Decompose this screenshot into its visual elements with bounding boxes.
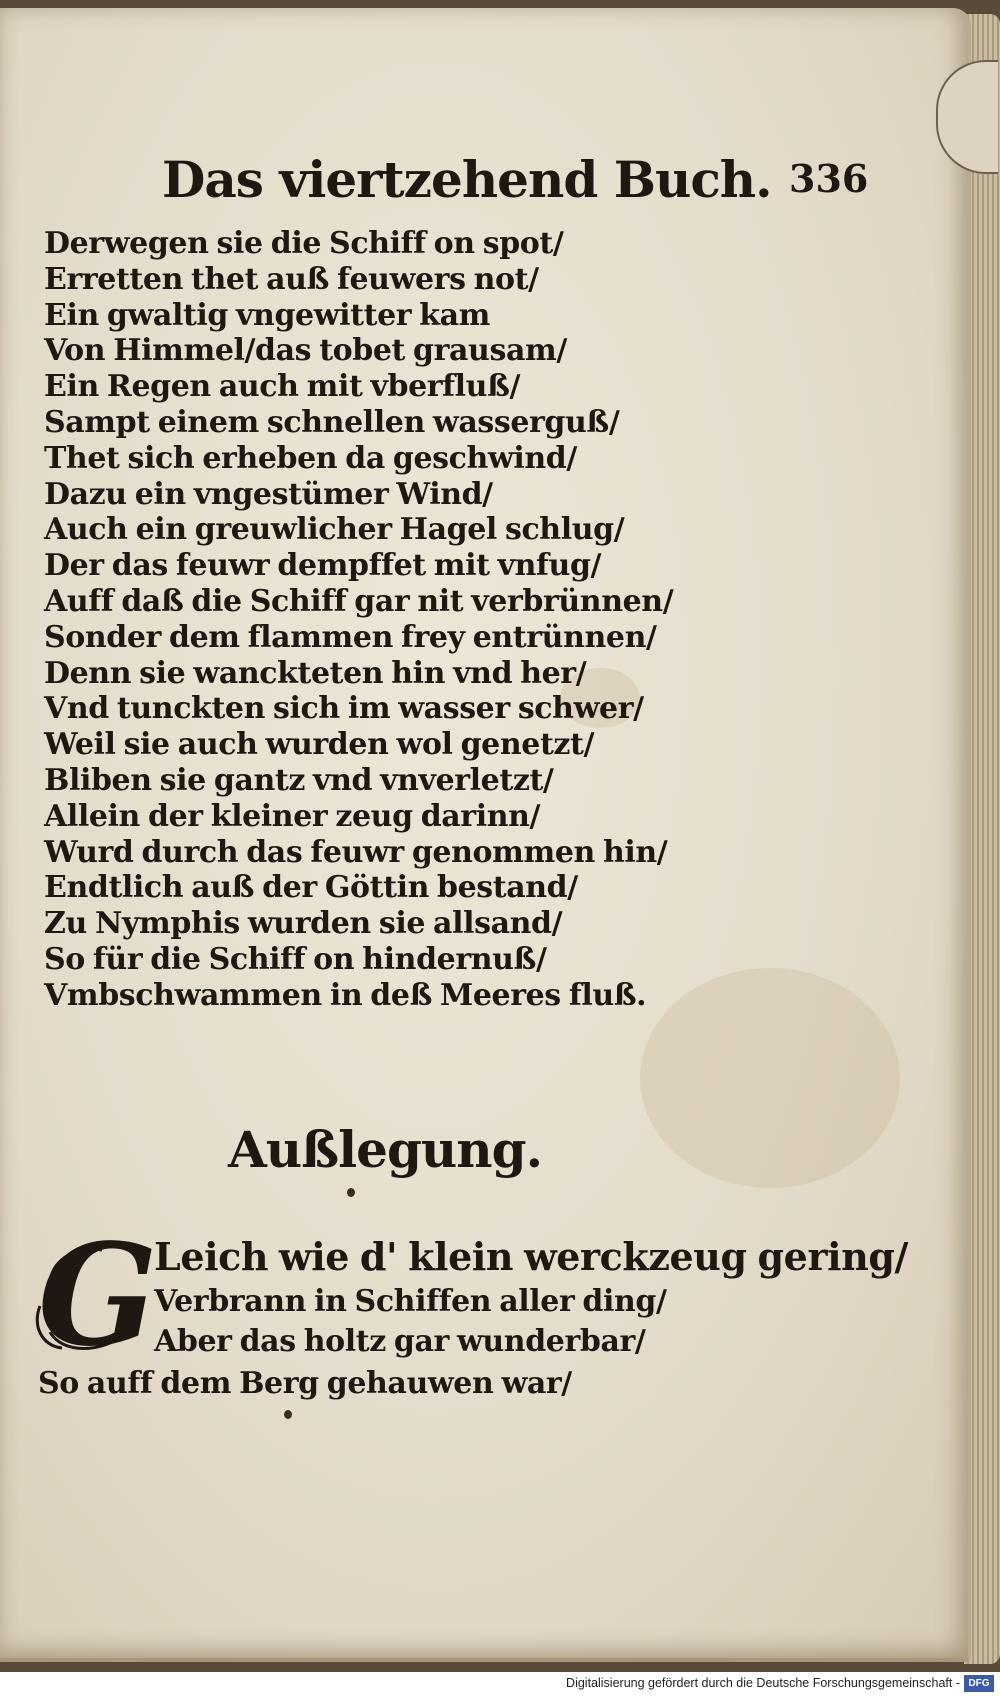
verse-line: Wurd durch das feuwr genommen hin/ xyxy=(44,834,668,870)
verse-line: Thet sich erheben da geschwind/ xyxy=(44,440,577,476)
verse-line: Vmbschwammen in deß Meeres fluß. xyxy=(44,977,647,1013)
explanation-line: Aber das holtz gar wunderbar/ xyxy=(154,1324,646,1359)
running-title: Das viertzehend Buch. xyxy=(162,150,772,209)
verse-line: Ein Regen auch mit vberfluß/ xyxy=(44,369,521,405)
ink-spot xyxy=(284,1410,292,1419)
verse-line: Zu Nymphis wurden sie allsand/ xyxy=(44,906,563,942)
drop-cap-letter: G xyxy=(38,1214,158,1378)
verse-line: Denn sie wanckteten hin vnd her/ xyxy=(44,655,587,691)
page-number: 336 xyxy=(789,156,869,201)
verse-line: Der das feuwr dempffet mit vnfug/ xyxy=(44,548,602,584)
explanation-line: So auff dem Berg gehauwen war/ xyxy=(38,1366,572,1401)
verse-line: Auch ein greuwlicher Hagel schlug/ xyxy=(44,512,625,548)
ink-spot xyxy=(347,1188,355,1197)
verse-line: Ein gwaltig vngewitter kam xyxy=(44,297,490,333)
verse-line: Bliben sie gantz vnd vnverletzt/ xyxy=(44,762,554,798)
verse-line: Von Himmel/das tobet grausam/ xyxy=(44,333,567,369)
credit-bar xyxy=(0,1672,1000,1696)
page-header xyxy=(162,150,869,220)
verse-line: Derwegen sie die Schiff on spot/ xyxy=(44,226,564,261)
explanation-line: Verbrann in Schiffen aller ding/ xyxy=(154,1284,667,1319)
verse-line: Sonder dem flammen frey entrünnen/ xyxy=(44,619,657,655)
verse-line: Allein der kleiner zeug darinn/ xyxy=(44,798,541,834)
verse-line: Weil sie auch wurden wol genetzt/ xyxy=(44,727,595,763)
verse-line: Erretten thet auß feuwers not/ xyxy=(44,261,539,297)
verse-line: So für die Schiff on hindernuß/ xyxy=(44,941,547,977)
dfg-logo-icon: DFG xyxy=(964,1675,994,1692)
section-heading: Außlegung. xyxy=(228,1120,542,1179)
verse-line: Sampt einem schnellen wasserguß/ xyxy=(44,404,620,440)
digitization-credit: Digitalisierung gefördert durch die Deutsche Forschungsgemeinschaft - xyxy=(566,1676,960,1690)
verse-line: Vnd tunckten sich im wasser schwer/ xyxy=(44,691,644,727)
drop-cap xyxy=(38,1214,158,1378)
explanation-line: Leich wie d' klein werckzeug gering/ xyxy=(154,1234,908,1279)
verse-line: Endtlich auß der Göttin bestand/ xyxy=(44,870,578,906)
verse-block xyxy=(44,226,764,1014)
verse-line: Dazu ein vngestümer Wind/ xyxy=(44,476,493,512)
verse-line: Auff daß die Schiff gar nit verbrünnen/ xyxy=(44,583,674,619)
